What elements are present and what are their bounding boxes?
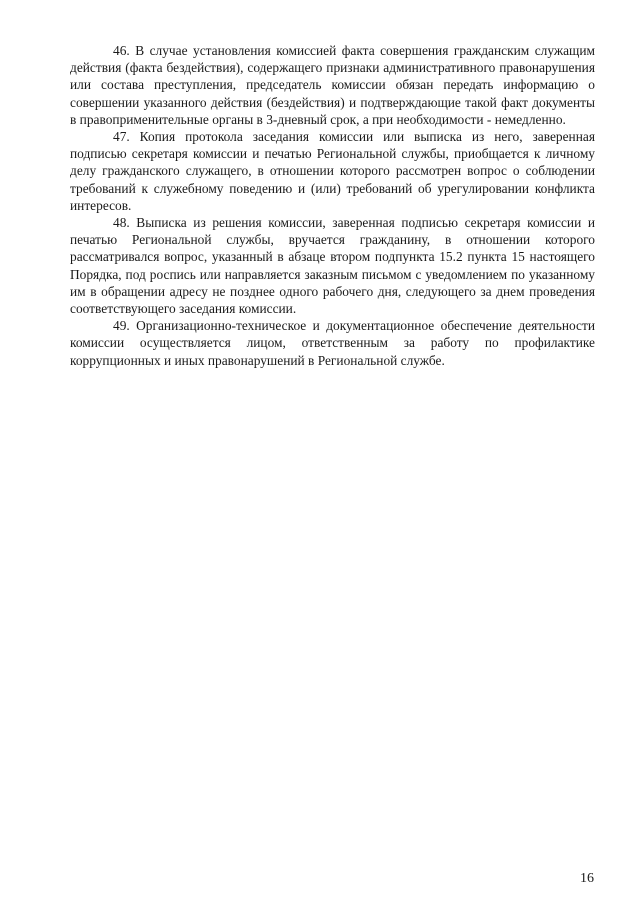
paragraph-47: 47. Копия протокола заседания комиссии или выписка из него, заверенная подписью секретаря комиссии и печатью Региональной службы, приобщается к личному делу гражданского служащего, в отношении которого рассмотрен вопрос о соблюдении требований к служебному поведению и (или) требований об урегулировании конфликта интересов. [70,129,595,213]
paragraph-46: 46. В случае установления комиссией факта совершения гражданским служащим действия (факта бездействия), содержащего признаки административного правонарушения или состава преступления, председатель комиссии обязан передать информацию о совершении указанного действия (бездействия) и подтверждающие такой факт документы в правоприменительные органы в 3-дневный срок, а при необходимости - немедленно. [70,43,595,127]
paragraph-49: 49. Организационно-техническое и документационное обеспечение деятельности комиссии осуществляется лицом, ответственным за работу по профилактике коррупционных и иных правонарушений в Региональной службе. [70,318,595,368]
page-number: 16 [580,871,594,886]
paragraph-48: 48. Выписка из решения комиссии, заверенная подписью секретаря комиссии и печатью Региональной службы, вручается гражданину, в отношении которого рассматривался вопрос, указанный в абзаце втором подпункта 15.2 пункта 15 настоящего Порядка, под роспись или направляется заказным письмом с уведомлением по указанному им в обращении адресу не позднее одного рабочего дня, следующего за днем проведения соответствующего заседания комиссии. [70,215,595,317]
document-body [70,42,595,369]
